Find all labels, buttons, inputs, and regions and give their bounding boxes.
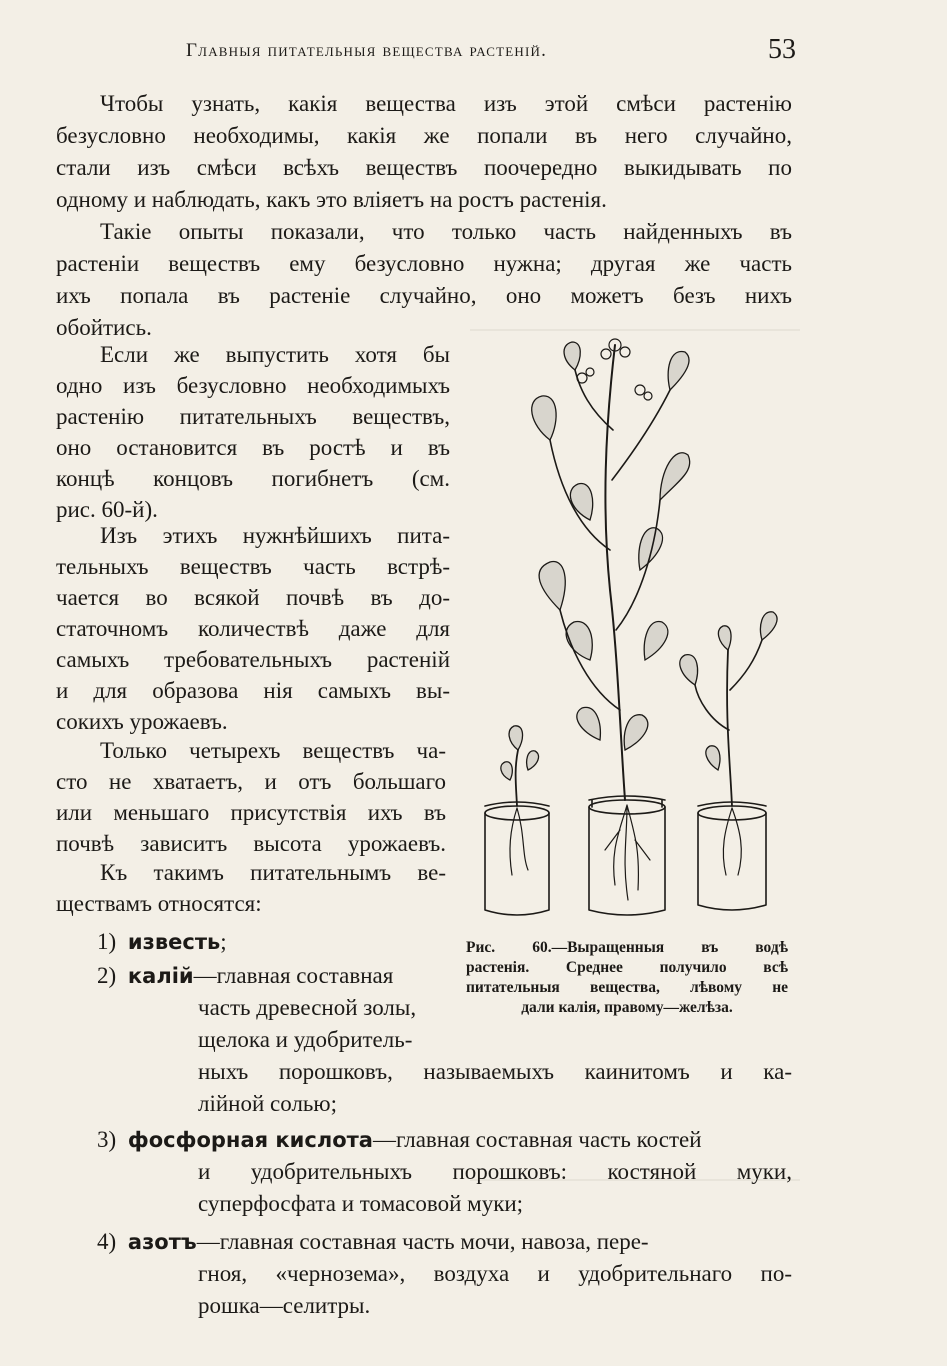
text-line: растенію питательныхъ веществъ, xyxy=(56,404,450,429)
list-text: ; xyxy=(220,929,227,954)
text-line: стали изъ смѣси всѣхъ веществъ поочередно выкидывать по xyxy=(56,155,792,180)
list-text: —главная составная часть мочи, навоза, пере- xyxy=(196,1229,649,1254)
list-item xyxy=(97,960,447,993)
text-line: статочномъ количествѣ даже для xyxy=(56,616,450,641)
list-text: —главная составная xyxy=(193,963,394,988)
left-jar xyxy=(485,802,549,915)
text-line: одному и наблюдать, какъ это вліяетъ на ростъ растенія. xyxy=(56,187,607,212)
list-text: щелока и удобритель- xyxy=(198,1027,413,1052)
text-line: и для образова нія самыхъ вы- xyxy=(56,678,450,703)
text-line: самыхъ требовательныхъ растеній xyxy=(56,647,450,672)
text-line: сто не хватаетъ, и отъ большаго xyxy=(56,769,446,794)
list-keyword: известь xyxy=(127,930,221,954)
text-line: Такіе опыты показали, что только часть найденныхъ въ xyxy=(100,219,792,244)
list-text: и удобрительныхъ порошковъ: костяной муки, xyxy=(198,1159,792,1184)
list-text: суперфосфата и томасовой муки; xyxy=(198,1191,524,1216)
header-title: Главныя питательныя вещества растеній. xyxy=(186,40,548,61)
text-line: рис. 60-й). xyxy=(56,497,158,522)
list-keyword: калій xyxy=(127,964,194,988)
text-line: Изъ этихъ нужнѣйшихъ пита- xyxy=(100,523,450,548)
text-line: ществамъ относятся: xyxy=(56,891,262,916)
text-line: растеніи веществъ ему безусловно нужна; другая же часть xyxy=(56,251,792,276)
text-line: Чтобы узнать, какія вещества изъ этой смѣси растенію xyxy=(100,91,792,116)
plants-in-jars-illustration xyxy=(470,330,790,930)
list-keyword: фосфорная кислота xyxy=(127,1128,373,1152)
text-line: или меньшаго присутствія ихъ въ xyxy=(56,800,446,825)
list-text: гноя, «чернозема», воздуха и удобрительнаго по- xyxy=(198,1261,792,1286)
text-line: Если же выпустить хотя бы xyxy=(100,342,450,367)
list-text: лійной солью; xyxy=(198,1091,337,1116)
list-item xyxy=(97,1226,797,1259)
list-keyword: азотъ xyxy=(127,1230,197,1254)
text-line: одно изъ безусловно необходимыхъ xyxy=(56,373,450,398)
list-number: 3) xyxy=(97,1127,117,1152)
list-item xyxy=(97,926,227,959)
page-number: 53 xyxy=(768,34,796,65)
list-number: 1) xyxy=(97,929,117,954)
text-line: концѣ концовъ погибнетъ (см. xyxy=(56,466,450,491)
text-line: Къ такимъ питательнымъ ве- xyxy=(100,860,446,885)
text-line: безусловно необходимы, какія же попали въ него случайно, xyxy=(56,123,792,148)
right-jar xyxy=(698,802,766,910)
text-line: сокихъ урожаевъ. xyxy=(56,709,228,734)
text-line: тельныхъ веществъ часть встрѣ- xyxy=(56,554,450,579)
text-line: оно остановится въ ростѣ и въ xyxy=(56,435,450,460)
list-text: часть древесной золы, xyxy=(198,995,417,1020)
caption-line: растенія. Среднее получило всѣ xyxy=(466,959,788,976)
list-number: 4) xyxy=(97,1229,117,1254)
list-text: ныхъ порошковъ, называемыхъ каинитомъ и ка- xyxy=(198,1059,792,1084)
caption-line: дали калія, правому—желѣза. xyxy=(521,999,733,1016)
list-item xyxy=(97,1124,797,1157)
text-line: Только четырехъ веществъ ча- xyxy=(100,738,446,763)
caption-line: питательныя вещества, лѣвому не xyxy=(466,979,788,996)
list-text: рошка—селитры. xyxy=(198,1293,371,1318)
text-line: чается во всякой почвѣ въ до- xyxy=(56,585,450,610)
text-line: обойтись. xyxy=(56,315,152,340)
text-line: ихъ попала въ растеніе случайно, оно можетъ безъ нихъ xyxy=(56,283,792,308)
text-line: почвѣ зависитъ высота урожаевъ. xyxy=(56,831,446,856)
caption-line: Рис. 60.—Выращенныя въ водѣ xyxy=(466,939,788,956)
running-header xyxy=(186,34,796,70)
list-text: —главная составная часть костей xyxy=(372,1127,702,1152)
figure-caption xyxy=(466,938,788,1018)
list-number: 2) xyxy=(97,963,117,988)
